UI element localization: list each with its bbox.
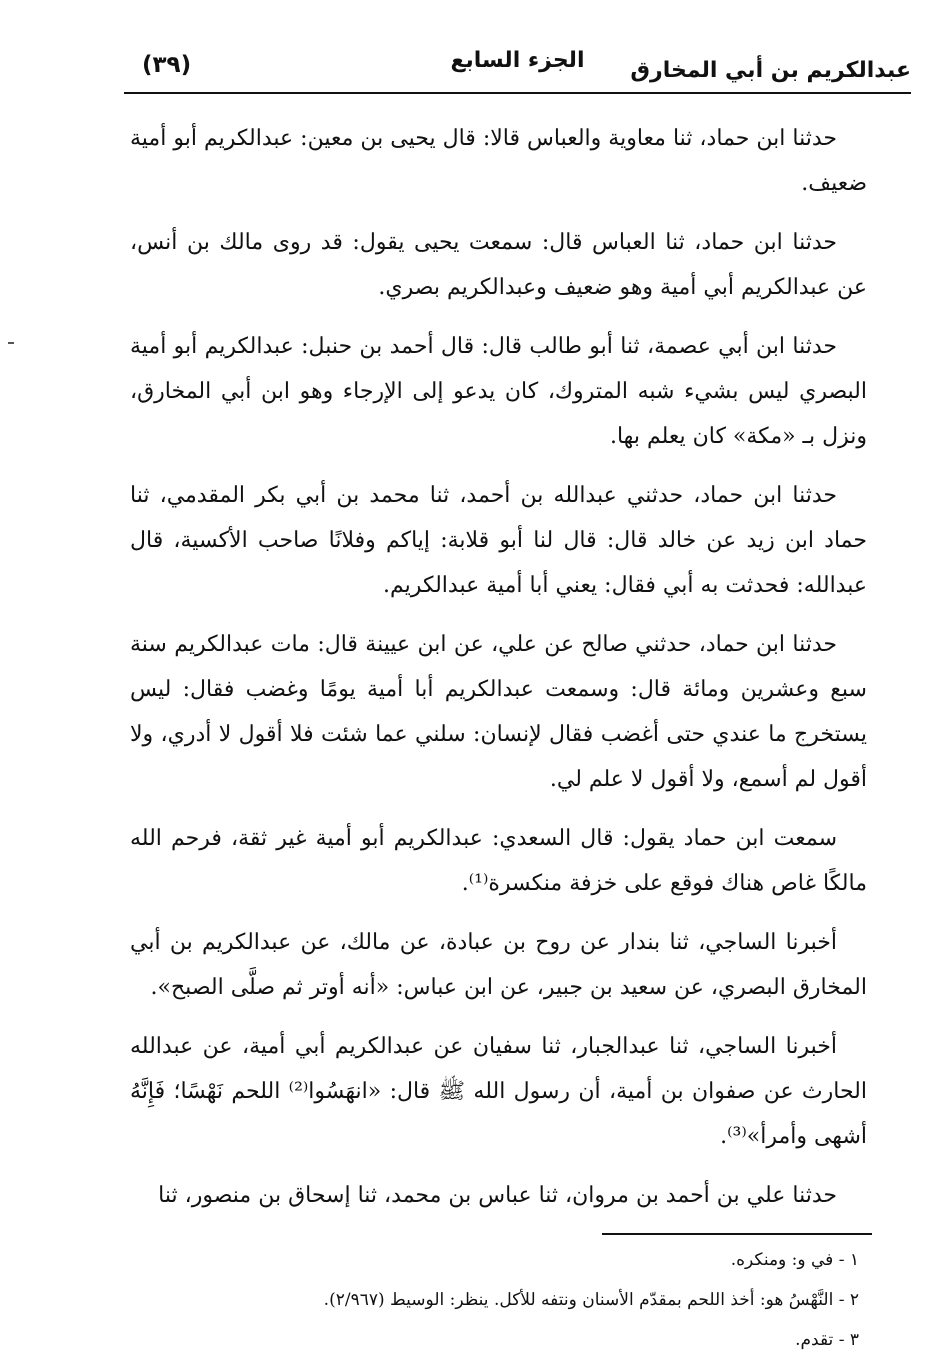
paragraph: أخبرنا الساجي، ثنا بندار عن روح بن عبادة، عن مالك، عن عبدالكريم بن أبي المخارق البصري، عن سعيد بن جبير، عن ابن عباس: «أنه أوتر ثم صلَّى الصبح». xyxy=(130,930,867,1000)
footnote: ٣ - تقدم. xyxy=(795,1330,859,1350)
paragraph: حدثنا علي بن أحمد بن مروان، ثنا عباس بن محمد، ثنا إسحاق بن منصور، ثنا xyxy=(158,1183,837,1208)
page-number: (٣٩) xyxy=(142,52,192,78)
main-text xyxy=(130,116,867,1232)
footnote: ١ - في و: ومنكره. xyxy=(730,1250,859,1270)
paragraph: حدثنا ابن حماد، ثنا العباس قال: سمعت يحيى يقول: قد روى مالك بن أنس، عن عبدالكريم أبي أمية وهو ضعيف وعبدالكريم بصري. xyxy=(130,230,867,300)
header-volume: الجزء السابع xyxy=(450,48,585,73)
paragraph: أخبرنا الساجي، ثنا عبدالجبار، ثنا سفيان عن عبدالكريم أبي أمية، عن عبدالله الحارث عن صفوان بن أمية، أن رسول الله ﷺ قال: «انهَسُوا⁽²⁾ اللحم نَهْسًا؛ فَإِنَّهُ أشهى وأمرأ»⁽³⁾. xyxy=(130,1034,867,1149)
paragraph: حدثنا ابن حماد، حدثني عبدالله بن أحمد، ثنا محمد بن أبي بكر المقدمي، ثنا حماد ابن زيد عن خالد قال: قال لنا أبو قلابة: إياكم وفلانًا صاحب الأكسية، قال عبدالله: فحدثت به أبي فقال: يعني أبا أمية عبدالكريم. xyxy=(130,483,867,598)
footnotes xyxy=(150,1240,859,1360)
scan-mark xyxy=(8,342,14,344)
footnote: ٢ - النَّهْسُ هو: أخذ اللحم بمقدّم الأسنان ونتفه للأكل. ينظر: الوسيط (٢/٩٦٧). xyxy=(323,1290,859,1310)
header-author: عبدالكريم بن أبي المخارق xyxy=(630,58,911,83)
paragraph: حدثنا ابن أبي عصمة، ثنا أبو طالب قال: قال أحمد بن حنبل: عبدالكريم أبو أمية البصري ليس بشيء شبه المتروك، كان يدعو إلى الإرجاء وهو ابن أبي المخارق، ونزل بـ «مكة» كان يعلم بها. xyxy=(130,334,867,449)
paragraph: سمعت ابن حماد يقول: قال السعدي: عبدالكريم أبو أمية غير ثقة، فرحم الله مالكًا غاص هناك فوقع على خزفة منكسرة⁽¹⁾. xyxy=(130,826,867,896)
footnote-separator xyxy=(602,1233,872,1235)
paragraph: حدثنا ابن حماد، ثنا معاوية والعباس قالا: قال يحيى بن معين: عبدالكريم أبو أمية ضعيف. xyxy=(130,126,867,196)
running-header xyxy=(124,44,911,94)
paragraph: حدثنا ابن حماد، حدثني صالح عن علي، عن ابن عيينة قال: مات عبدالكريم سنة سبع وعشرين ومائة قال: وسمعت عبدالكريم أبا أمية يومًا وغضب فقال: ليس يستخرج ما عندي حتى أغضب فقال لإنسان: سلني عما شئت فلا أقول لا أدري، ولا أقول لم أسمع، ولا أقول لا علم لي. xyxy=(130,632,867,792)
